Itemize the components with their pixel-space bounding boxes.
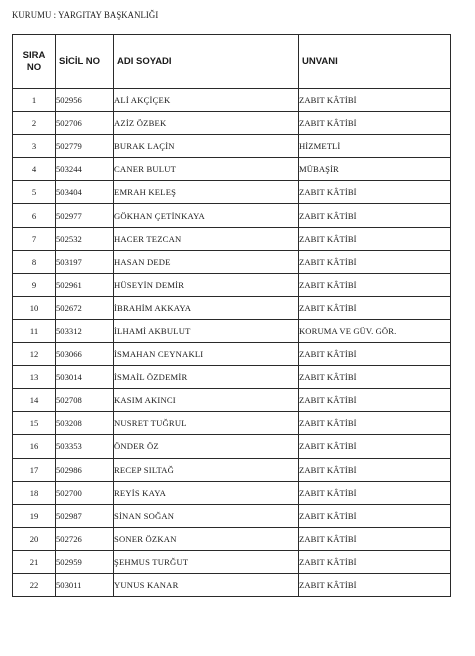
table-row [13,573,451,596]
cell-unvani: ZABIT KÂTİBİ [299,573,451,596]
cell-sicil-no: 502706 [56,112,114,135]
table-row [13,250,451,273]
table-row [13,158,451,181]
cell-sira-no: 4 [13,158,56,181]
cell-adi-soyadi: İLHAMİ AKBULUT [114,319,299,342]
institution-heading: KURUMU : YARGITAY BAŞKANLIĞI [12,11,159,21]
table-row [13,389,451,412]
cell-sira-no: 20 [13,527,56,550]
table-row [13,412,451,435]
header-unvani: UNVANI [299,35,451,89]
cell-sira-no: 6 [13,204,56,227]
cell-unvani: ZABIT KÂTİBİ [299,550,451,573]
cell-sicil-no: 502726 [56,527,114,550]
cell-unvani: ZABIT KÂTİBİ [299,458,451,481]
cell-sicil-no: 503404 [56,181,114,204]
cell-sicil-no: 503197 [56,250,114,273]
cell-unvani: ZABIT KÂTİBİ [299,273,451,296]
cell-unvani: ZABIT KÂTİBİ [299,527,451,550]
table-row [13,112,451,135]
header-adi-soyadi: ADI SOYADI [114,35,299,89]
cell-adi-soyadi: RECEP SILTAĞ [114,458,299,481]
cell-adi-soyadi: ŞEHMUS TURĞUT [114,550,299,573]
table-row [13,319,451,342]
cell-sira-no: 10 [13,296,56,319]
cell-sira-no: 22 [13,573,56,596]
cell-sira-no: 18 [13,481,56,504]
cell-sicil-no: 502700 [56,481,114,504]
cell-sicil-no: 502986 [56,458,114,481]
cell-unvani: KORUMA VE GÜV. GÖR. [299,319,451,342]
header-sicil-no: SİCİL NO [56,35,114,89]
cell-unvani: ZABIT KÂTİBİ [299,181,451,204]
cell-adi-soyadi: İBRAHİM AKKAYA [114,296,299,319]
cell-adi-soyadi: ÖNDER ÖZ [114,435,299,458]
cell-sira-no: 1 [13,89,56,112]
cell-sira-no: 2 [13,112,56,135]
cell-adi-soyadi: AZİZ ÖZBEK [114,112,299,135]
cell-sira-no: 5 [13,181,56,204]
table-row [13,204,451,227]
table-row [13,89,451,112]
cell-sicil-no: 503208 [56,412,114,435]
table-row [13,343,451,366]
cell-unvani: ZABIT KÂTİBİ [299,389,451,412]
table-row [13,550,451,573]
table-row [13,273,451,296]
table-row [13,527,451,550]
cell-sira-no: 7 [13,227,56,250]
cell-sira-no: 17 [13,458,56,481]
cell-sicil-no: 503066 [56,343,114,366]
cell-adi-soyadi: HACER TEZCAN [114,227,299,250]
cell-unvani: ZABIT KÂTİBİ [299,366,451,389]
cell-sira-no: 8 [13,250,56,273]
cell-sira-no: 16 [13,435,56,458]
cell-adi-soyadi: SONER ÖZKAN [114,527,299,550]
cell-unvani: ZABIT KÂTİBİ [299,343,451,366]
cell-sicil-no: 502532 [56,227,114,250]
cell-sicil-no: 502959 [56,550,114,573]
cell-adi-soyadi: EMRAH KELEŞ [114,181,299,204]
cell-sicil-no: 503353 [56,435,114,458]
cell-sicil-no: 503312 [56,319,114,342]
cell-sira-no: 19 [13,504,56,527]
cell-unvani: HİZMETLİ [299,135,451,158]
cell-adi-soyadi: SİNAN SOĞAN [114,504,299,527]
table-row [13,458,451,481]
cell-sicil-no: 502708 [56,389,114,412]
cell-sicil-no: 502672 [56,296,114,319]
table-body [13,89,451,597]
cell-adi-soyadi: ALİ AKÇİÇEK [114,89,299,112]
cell-unvani: ZABIT KÂTİBİ [299,504,451,527]
header-sira-no [13,35,56,89]
header-sira-line2: NO [26,61,42,73]
cell-unvani: ZABIT KÂTİBİ [299,204,451,227]
cell-sira-no: 21 [13,550,56,573]
table-row [13,435,451,458]
table-header-row [13,35,451,89]
table-row [13,296,451,319]
table-row [13,481,451,504]
cell-unvani: MÜBAŞİR [299,158,451,181]
cell-adi-soyadi: CANER BULUT [114,158,299,181]
cell-sira-no: 12 [13,343,56,366]
cell-unvani: ZABIT KÂTİBİ [299,227,451,250]
cell-adi-soyadi: HÜSEYİN DEMİR [114,273,299,296]
table-row [13,181,451,204]
cell-adi-soyadi: BURAK LAÇİN [114,135,299,158]
cell-sicil-no: 502956 [56,89,114,112]
cell-sira-no: 3 [13,135,56,158]
cell-adi-soyadi: NUSRET TUĞRUL [114,412,299,435]
cell-unvani: ZABIT KÂTİBİ [299,250,451,273]
cell-unvani: ZABIT KÂTİBİ [299,112,451,135]
cell-adi-soyadi: GÖKHAN ÇETİNKAYA [114,204,299,227]
cell-adi-soyadi: İSMAİL ÖZDEMİR [114,366,299,389]
cell-sira-no: 9 [13,273,56,296]
cell-adi-soyadi: REYİS KAYA [114,481,299,504]
cell-adi-soyadi: HASAN DEDE [114,250,299,273]
table-row [13,366,451,389]
table-row [13,504,451,527]
cell-sicil-no: 502977 [56,204,114,227]
cell-sicil-no: 502961 [56,273,114,296]
header-sira-line1: SIRA [22,49,46,61]
cell-unvani: ZABIT KÂTİBİ [299,481,451,504]
cell-adi-soyadi: YUNUS KANAR [114,573,299,596]
cell-sira-no: 13 [13,366,56,389]
table-row [13,227,451,250]
cell-adi-soyadi: İSMAHAN CEYNAKLI [114,343,299,366]
cell-sira-no: 15 [13,412,56,435]
cell-unvani: ZABIT KÂTİBİ [299,296,451,319]
cell-unvani: ZABIT KÂTİBİ [299,89,451,112]
cell-adi-soyadi: KASIM AKINCI [114,389,299,412]
cell-unvani: ZABIT KÂTİBİ [299,412,451,435]
personnel-table [12,34,451,597]
cell-unvani: ZABIT KÂTİBİ [299,435,451,458]
cell-sicil-no: 502987 [56,504,114,527]
cell-sicil-no: 503011 [56,573,114,596]
cell-sicil-no: 503244 [56,158,114,181]
table-row [13,135,451,158]
cell-sicil-no: 502779 [56,135,114,158]
cell-sicil-no: 503014 [56,366,114,389]
cell-sira-no: 14 [13,389,56,412]
cell-sira-no: 11 [13,319,56,342]
